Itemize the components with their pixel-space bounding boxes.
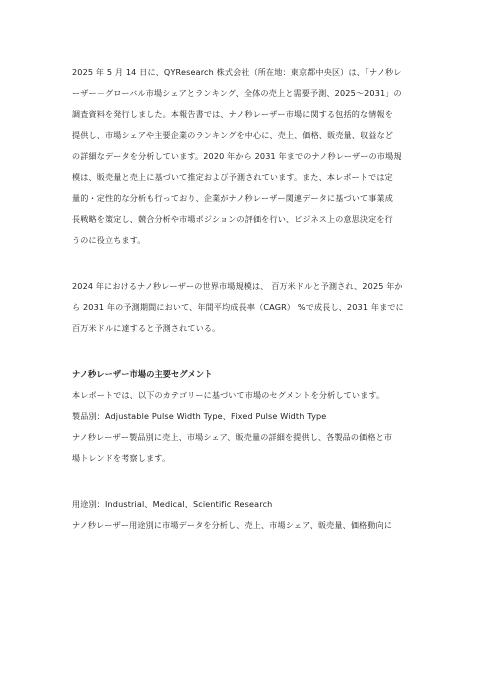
text-line: ら 2031 年の予測期間において、年間平均成長率（CAGR） %で成長し、2031 年までに: [72, 302, 404, 312]
text-line: 百万米ドルに達すると予測されている。: [72, 323, 221, 333]
text-line: 量的・定性的な分析も行っており、企業がナノ秒レーザー関連データに基づいて事業成: [72, 193, 393, 203]
segments-section: [72, 385, 412, 469]
text-line: 模は、販売量と売上に基づいて推定および予測されています。また、本レポートでは定: [72, 172, 393, 182]
segments-intro: 本レポートでは、以下のカテゴリーに基づいて市場のセグメントを分析しています。: [72, 390, 385, 400]
text-line: 2025 年 5 月 14 日に、QYResearch 株式会社（所在地：東京都中央区）は、「ナノ秒レ: [72, 67, 402, 77]
by-product-line: 製品別：Adjustable Pulse Width Type、Fixed Pulse Width Type: [72, 411, 327, 421]
market-size-paragraph: [72, 276, 412, 339]
intro-paragraph: [72, 62, 412, 251]
text-line: ーザー－グローバル市場シェアとランキング、全体の売上と需要予測、2025～2031」の: [72, 88, 402, 98]
text-line: 場トレンドを考察します。: [72, 453, 171, 463]
text-line: ナノ秒レーザー用途別に市場データを分析し、売上、市場シェア、販売量、価格動向に: [72, 520, 393, 530]
paragraph-spacer: [72, 469, 412, 494]
text-line: 長戦略を策定し、競合分析や市場ポジションの評価を行い、ビジネス上の意思決定を行: [72, 214, 393, 224]
section-heading: ナノ秒レーザー市場の主要セグメント: [72, 369, 213, 379]
application-section: [72, 494, 412, 536]
paragraph-spacer: [72, 339, 412, 364]
by-application-line: 用途別：Industrial、Medical、Scientific Research: [72, 499, 273, 509]
text-line: 2024 年におけるナノ秒レーザーの世界市場規模は、 百万米ドルと予測され、2025 年か: [72, 281, 403, 291]
text-line: ナノ秒レーザー製品別に売上、市場シェア、販売量の詳細を提供し、各製品の価格と市: [72, 432, 393, 442]
paragraph-spacer: [72, 251, 412, 276]
text-line: 調査資料を発行しました。本報告書では、ナノ秒レーザー市場に関する包括的な情報を: [72, 109, 393, 119]
document-page: [72, 62, 412, 536]
text-line: うのに役立ちます。: [72, 235, 146, 245]
text-line: の詳細なデータを分析しています。2020 年から 2031 年までのナノ秒レーザーの市場規: [72, 151, 402, 161]
text-line: 提供し、市場シェアや主要企業のランキングを中心に、売上、価格、販売量、収益など: [72, 130, 394, 140]
